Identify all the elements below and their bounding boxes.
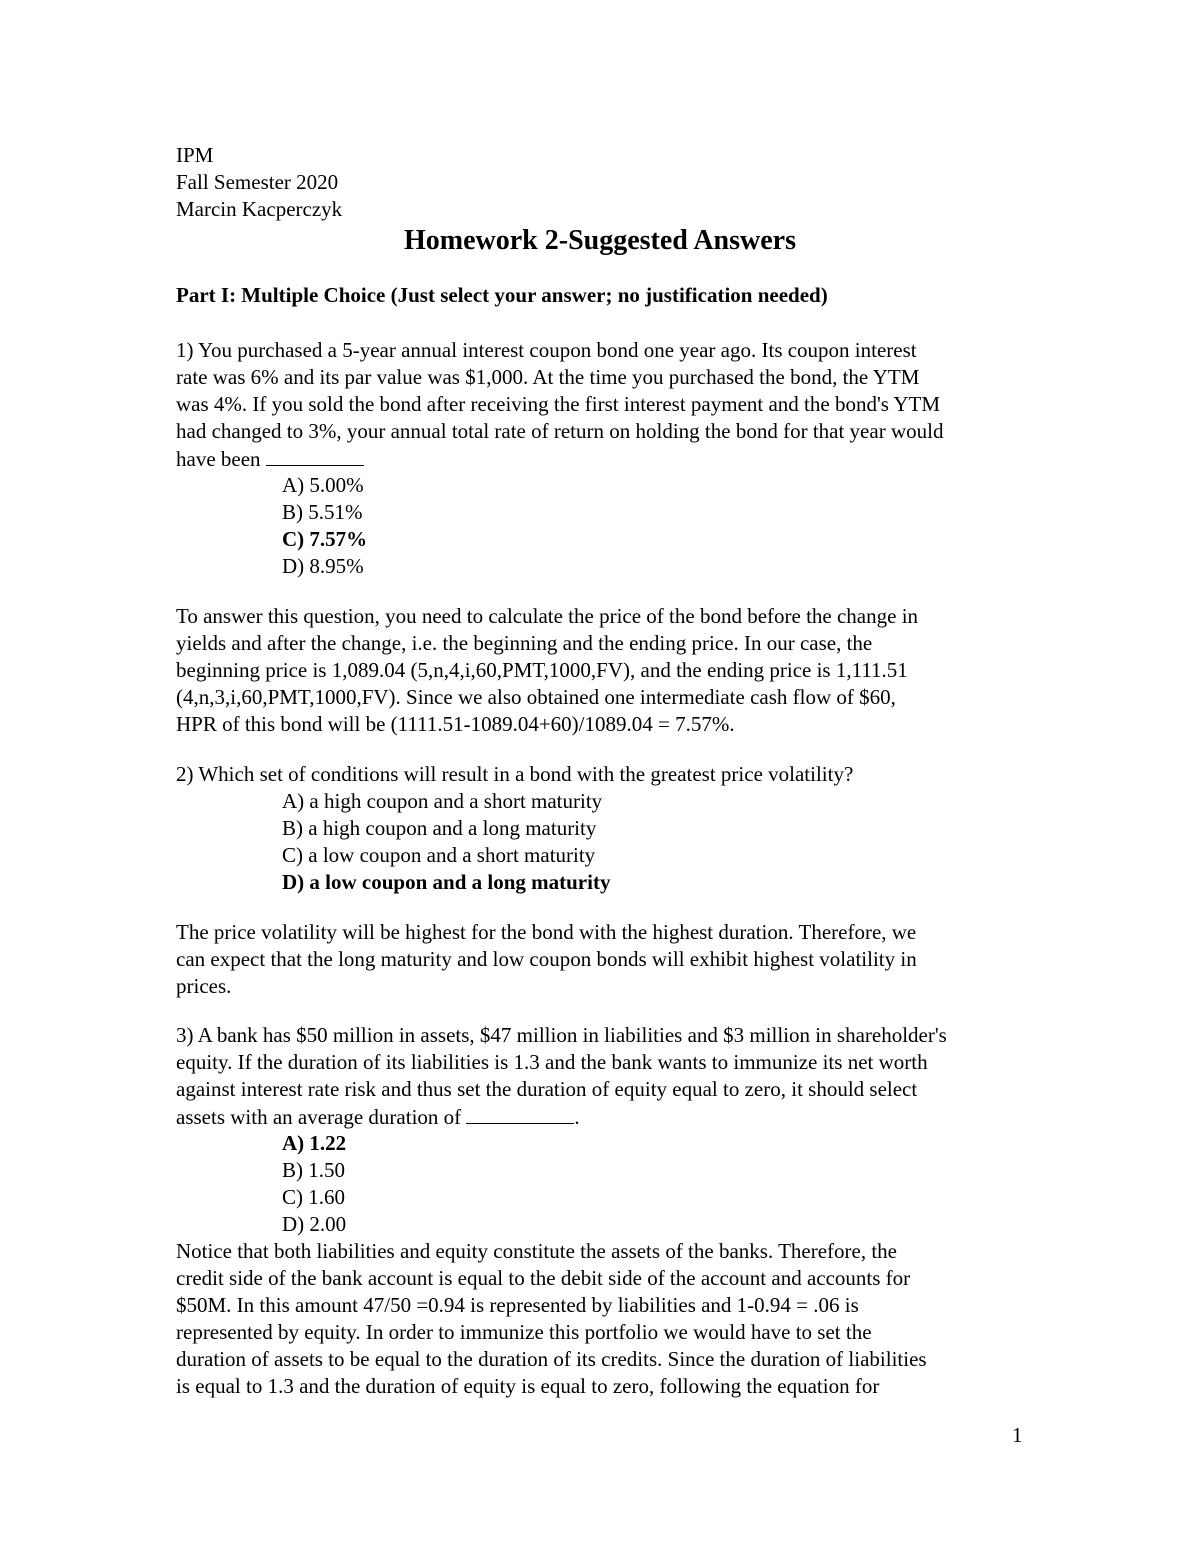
q1-option-c-correct: C) 7.57% xyxy=(282,527,368,551)
q1-line-4: had changed to 3%, your annual total rate of return on holding the bond for that year would xyxy=(176,419,944,443)
q1-line-1: 1) You purchased a 5-year annual interest coupon bond one year ago. Its coupon interest xyxy=(176,338,917,362)
q2-option-d-correct: D) a low coupon and a long maturity xyxy=(282,870,611,894)
q3-option-a-correct: A) 1.22 xyxy=(282,1131,347,1155)
page-title xyxy=(0,224,1000,258)
q3-explanation-4: represented by equity. In order to immunize this portfolio we would have to set the xyxy=(176,1320,872,1344)
q3-explanation-1: Notice that both liabilities and equity constitute the assets of the banks. Therefore, the xyxy=(176,1239,898,1263)
q3-line-2: equity. If the duration of its liabilities is 1.3 and the bank wants to immunize its net worth xyxy=(176,1050,928,1074)
q1-explanation-5: HPR of this bond will be (1111.51-1089.04+60)/1089.04 = 7.57%. xyxy=(176,712,735,736)
q3-explanation-6: is equal to 1.3 and the duration of equity is equal to zero, following the equation for xyxy=(176,1374,880,1398)
q2-option-a: A) a high coupon and a short maturity xyxy=(282,789,603,813)
course-name: IPM xyxy=(176,143,214,167)
q3-line-4-text: assets with an average duration of xyxy=(176,1105,467,1129)
q3-option-d: D) 2.00 xyxy=(282,1212,347,1236)
q2-explanation-3: prices. xyxy=(176,974,232,998)
q3-explanation-5: duration of assets to be equal to the duration of its credits. Since the duration of liabilities xyxy=(176,1347,927,1371)
q1-option-d: D) 8.95% xyxy=(282,554,364,578)
q1-explanation-4: (4,n,3,i,60,PMT,1000,FV). Since we also obtained one intermediate cash flow of $60, xyxy=(176,685,896,709)
q3-period: . xyxy=(574,1105,580,1129)
q3-explanation-3: $50M. In this amount 47/50 =0.94 is represented by liabilities and 1-0.94 = .06 is xyxy=(176,1293,859,1317)
answer-blank xyxy=(266,445,364,466)
q1-explanation-2: yields and after the change, i.e. the beginning and the ending price. In our case, the xyxy=(176,631,873,655)
q1-option-b: B) 5.51% xyxy=(282,500,363,524)
q3-line-3: against interest rate risk and thus set the duration of equity equal to zero, it should select xyxy=(176,1077,918,1101)
semester: Fall Semester 2020 xyxy=(176,170,339,194)
q1-line-3: was 4%. If you sold the bond after receiving the first interest payment and the bond's YTM xyxy=(176,392,941,416)
q1-explanation-1: To answer this question, you need to calculate the price of the bond before the change in xyxy=(176,604,919,628)
q3-explanation-2: credit side of the bank account is equal to the debit side of the account and accounts for xyxy=(176,1266,911,1290)
q2-question: 2) Which set of conditions will result in a bond with the greatest price volatility? xyxy=(176,762,854,786)
q1-explanation-3: beginning price is 1,089.04 (5,n,4,i,60,PMT,1000,FV), and the ending price is 1,111.51 xyxy=(176,658,908,682)
q2-option-b: B) a high coupon and a long maturity xyxy=(282,816,597,840)
answer-blank xyxy=(466,1103,574,1124)
q2-explanation-2: can expect that the long maturity and low coupon bonds will exhibit highest volatility in xyxy=(176,947,917,971)
page-title-text: Homework 2-Suggested Answers xyxy=(404,225,796,256)
author-name: Marcin Kacperczyk xyxy=(176,197,343,221)
page-number: 1 xyxy=(1012,1423,1023,1447)
q2-option-c: C) a low coupon and a short maturity xyxy=(282,843,596,867)
q1-line-2: rate was 6% and its par value was $1,000. At the time you purchased the bond, the YTM xyxy=(176,365,920,389)
q3-line-1: 3) A bank has $50 million in assets, $47 million in liabilities and $3 million in shareholder's xyxy=(176,1023,947,1047)
q1-line-5-text: have been xyxy=(176,447,266,471)
q1-line-5 xyxy=(176,445,364,473)
q1-option-a: A) 5.00% xyxy=(282,473,364,497)
q3-option-c: C) 1.60 xyxy=(282,1185,345,1209)
q2-explanation-1: The price volatility will be highest for the bond with the highest duration. Therefore, we xyxy=(176,920,917,944)
q3-line-4 xyxy=(176,1103,580,1131)
part-1-heading: Part I: Multiple Choice (Just select your answer; no justification needed) xyxy=(176,283,828,307)
q3-option-b: B) 1.50 xyxy=(282,1158,345,1182)
